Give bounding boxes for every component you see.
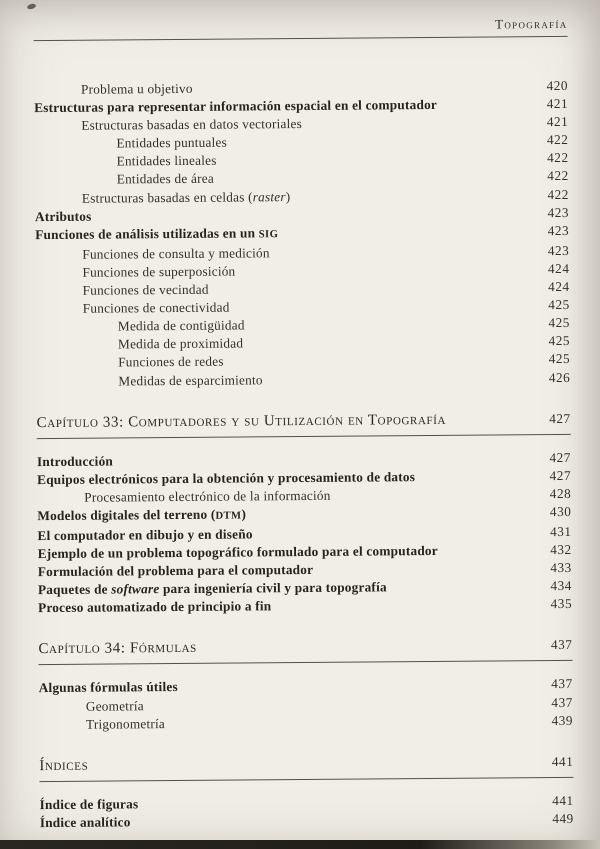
text-segment: Funciones de vecindad	[82, 281, 209, 298]
chapter-heading-block	[38, 635, 572, 665]
toc-entry-page-number: 425	[548, 297, 570, 313]
toc-entry-label	[36, 369, 526, 391]
toc-entry-page-number: 424	[547, 260, 570, 277]
scan-speck-artifact	[27, 3, 37, 10]
toc	[34, 77, 574, 832]
chapter-heading-page-number: 437	[550, 637, 573, 653]
text-segment: Índice de figuras	[39, 796, 139, 812]
toc-entry-page-number: 422	[547, 186, 569, 202]
toc-entry-page-number: 431	[549, 523, 572, 540]
text-segment: Equipos electrónicos para la obtención y procesamiento de datos	[37, 468, 416, 487]
text-segment: Proceso automatizado de principio a fin	[38, 598, 272, 616]
text-segment: Introducción	[36, 453, 114, 469]
toc-entry-page-number: 422	[546, 132, 569, 148]
text-segment: Ejemplo de un problema topográfico formulado para el computador	[37, 543, 438, 562]
text-segment: para ingeniería civil y para topografía	[159, 579, 387, 597]
toc-entry-page-number: 434	[550, 578, 572, 594]
toc-entry-page-number: 449	[552, 810, 574, 826]
text-segment: Algunas fórmulas útiles	[38, 679, 178, 696]
text-segment: Problema u objetivo	[80, 80, 193, 97]
text-segment: Procesamiento electrónico de la información	[84, 487, 331, 505]
text-segment: Capítulo 33: Computadores y su Utilización en Topografía	[36, 411, 447, 431]
toc-entry-page-number: 432	[550, 541, 572, 558]
toc-entry-page-number: 430	[549, 503, 572, 519]
toc-entry-page-number: 441	[552, 792, 574, 808]
chapter-heading-page-number: 441	[551, 753, 574, 769]
toc-entry-label	[38, 596, 528, 618]
chapter-heading-block	[39, 752, 573, 782]
text-segment: Formulación del problema para el computador	[37, 562, 314, 580]
toc-entry	[38, 595, 572, 617]
toc-entry-page-number: 433	[550, 560, 572, 576]
toc-entry-page-number: 423	[547, 222, 570, 238]
chapter-heading-row	[38, 635, 572, 659]
text-segment: Modelos digitales del terreno (	[37, 506, 216, 523]
chapter-heading-page-number: 427	[549, 410, 571, 426]
toc-entry-page-number: 427	[549, 449, 571, 465]
text-segment: Entidades puntuales	[116, 134, 228, 151]
chapter-heading-label	[38, 636, 528, 660]
chapter-heading-row	[39, 752, 573, 776]
text-segment: )	[241, 506, 247, 522]
text-segment: El computador en dibujo y en diseño	[37, 526, 253, 544]
toc-entry	[40, 810, 574, 832]
chapter-heading-row	[37, 408, 571, 432]
toc-entry-page-number: 421	[546, 114, 569, 130]
text-segment: software	[111, 581, 160, 597]
toc-entry-page-number: 425	[548, 315, 570, 331]
toc-entry-page-number: 423	[547, 204, 570, 220]
toc-entry-page-number: 428	[549, 485, 572, 501]
chapter-heading-rule	[37, 433, 571, 438]
toc-entry-page-number: 435	[550, 596, 573, 612]
text-segment: Entidades de área	[116, 171, 214, 187]
text-segment: Entidades lineales	[116, 153, 217, 169]
toc-entry-page-number: 437	[551, 694, 573, 710]
chapter-heading-block	[37, 408, 571, 438]
text-segment: Atributos	[34, 208, 92, 224]
toc-entry-page-number: 425	[548, 351, 571, 367]
text-segment: Funciones de análisis utilizadas en un	[35, 225, 259, 242]
text-segment: Medida de contigüidad	[117, 317, 245, 334]
toc-entry-page-number: 426	[548, 369, 571, 385]
text-segment: )	[285, 188, 291, 204]
text-segment: Geometría	[85, 697, 144, 714]
page-header-title: Topografía	[495, 15, 568, 32]
toc-entry	[39, 712, 573, 734]
text-segment: raster	[252, 188, 286, 204]
toc-entry-page-number: 423	[547, 242, 570, 258]
text-segment: Estructuras para representar información espacial en el computador	[34, 97, 438, 116]
chapter-heading-rule	[39, 660, 573, 665]
text-segment: Medidas de esparcimiento	[118, 371, 263, 388]
toc-entry-page-number: 424	[548, 278, 570, 295]
text-segment: Estructuras basadas en datos vectoriales	[81, 116, 303, 133]
toc-entry-page-number: 422	[547, 168, 569, 184]
text-segment: Funciones de conectividad	[82, 299, 230, 316]
toc-entry-label	[39, 712, 529, 734]
chapter-heading-label	[37, 409, 527, 433]
toc-entry	[36, 368, 570, 390]
page-content	[33, 12, 573, 832]
text-segment: Funciones de redes	[118, 354, 224, 370]
chapter-heading-label	[39, 752, 529, 776]
text-segment: Capítulo 34: Fórmulas	[38, 640, 197, 658]
text-segment: SIG	[258, 228, 279, 241]
toc-entry-page-number: 425	[548, 333, 571, 349]
toc-entry-label	[40, 810, 530, 832]
text-segment: DTM	[215, 510, 242, 522]
text-segment: Paquetes de	[37, 581, 112, 598]
scan-edge-artifact	[0, 840, 600, 849]
text-segment: Índices	[39, 757, 89, 774]
toc-entry-page-number: 420	[546, 77, 569, 94]
toc-entry-page-number: 427	[549, 467, 572, 483]
toc-entry-page-number: 437	[551, 676, 573, 692]
text-segment: Funciones de superposición	[82, 263, 236, 280]
text-segment: Índice analítico	[39, 814, 131, 830]
text-segment: Funciones de consulta y medición	[82, 245, 270, 262]
chapter-heading-rule	[39, 777, 573, 782]
toc-entry-page-number: 421	[546, 96, 569, 112]
text-segment: Medida de proximidad	[117, 335, 244, 352]
text-segment: Trigonometría	[85, 715, 165, 732]
toc-entry-page-number: 422	[547, 150, 569, 166]
toc-entry-page-number: 439	[551, 712, 574, 728]
text-segment: Estructuras basadas en celdas (	[81, 188, 253, 206]
